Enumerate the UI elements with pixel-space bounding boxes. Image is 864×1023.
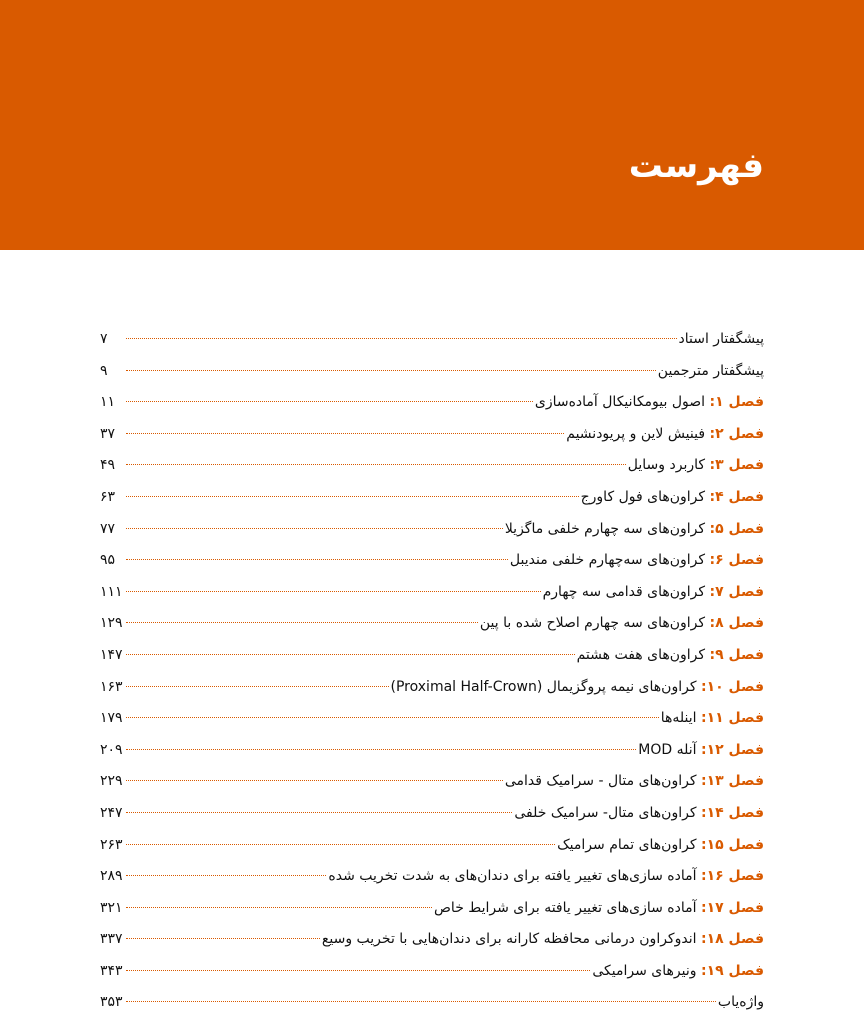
- chapter-title: ونیرهای سرامیکی: [592, 962, 701, 979]
- toc-entry[interactable]: [100, 608, 764, 640]
- chapter-title: کراون‌های تمام سرامیک: [557, 836, 701, 853]
- toc-entry[interactable]: [100, 987, 764, 1019]
- page-number: ۶۳: [100, 488, 116, 505]
- chapter-title: واژه‌یاب: [717, 994, 764, 1011]
- toc-entry-label: [505, 514, 764, 546]
- dot-leader: [126, 749, 636, 750]
- dot-leader: [126, 717, 659, 718]
- chapter-number: فصل ۱۳:: [700, 773, 764, 790]
- toc-entry[interactable]: [100, 419, 764, 451]
- dot-leader: [126, 559, 508, 560]
- page-number: ۱۷۹: [100, 710, 123, 727]
- toc-entry[interactable]: [100, 830, 764, 862]
- toc-entry-label: [391, 672, 764, 704]
- page-number: ۷: [100, 331, 108, 347]
- toc-entry[interactable]: [100, 861, 764, 893]
- chapter-number: فصل ۵:: [709, 520, 764, 537]
- dot-leader: [126, 844, 555, 845]
- toc-entry-label: [328, 861, 764, 893]
- toc-entry[interactable]: [100, 672, 764, 704]
- chapter-title: کراون‌های نیمه پروگزیمال (Proximal Half-Crown): [390, 678, 701, 695]
- chapter-title: اینله‌ها: [660, 710, 701, 727]
- toc-entry[interactable]: [100, 324, 764, 356]
- dot-leader: [126, 622, 478, 623]
- dot-leader: [126, 338, 677, 339]
- page-number: ۲۰۹: [100, 741, 123, 758]
- page-number: ۳۷: [100, 425, 116, 442]
- chapter-title: اصول بیومکانیکال آماده‌سازی: [534, 394, 710, 411]
- dot-leader: [126, 464, 626, 465]
- chapter-title: کراون‌های متال- سرامیک خلفی: [514, 804, 701, 821]
- dot-leader: [126, 938, 320, 939]
- dot-leader: [126, 907, 432, 908]
- toc-entry-label: [322, 924, 764, 956]
- page-number: ۳۴۳: [100, 962, 123, 979]
- toc-entry[interactable]: [100, 514, 764, 546]
- page-number: ۱۶۳: [100, 678, 123, 695]
- dot-leader: [126, 686, 389, 687]
- chapter-title: فینیش لاین و پریودنشیم: [566, 425, 710, 442]
- chapter-title: کاربرد وسایل: [627, 457, 710, 474]
- page-number: ۴۹: [100, 457, 116, 474]
- page-number: ۲۸۹: [100, 868, 123, 885]
- page-number: ۷۷: [100, 520, 116, 537]
- toc-entry-label: [557, 830, 764, 862]
- dot-leader: [126, 401, 533, 402]
- chapter-title: آنله MOD: [638, 741, 701, 758]
- dot-leader: [126, 1001, 716, 1002]
- page-number: ۹۵: [100, 552, 116, 569]
- toc-entry-label: [718, 987, 764, 1019]
- chapter-title: کراون‌های فول کاورج: [580, 488, 710, 505]
- toc-entry-label: [577, 640, 764, 672]
- chapter-number: فصل ۱۶:: [700, 868, 764, 885]
- toc-entry[interactable]: [100, 798, 764, 830]
- chapter-title: کراون‌های سه چهارم اصلاح شده با پین: [479, 615, 710, 632]
- chapter-number: فصل ۱:: [709, 394, 764, 411]
- toc-entry[interactable]: [100, 924, 764, 956]
- toc-entry[interactable]: [100, 956, 764, 988]
- toc-entry[interactable]: [100, 356, 764, 388]
- toc-entry-label: [658, 356, 764, 388]
- header-banner: [0, 0, 864, 250]
- page-number: ۳۵۳: [100, 994, 123, 1011]
- chapter-title: پیشگفتار استاد: [678, 331, 764, 347]
- chapter-title: کراون‌های سه‌چهارم خلفی مندیبل: [509, 552, 710, 569]
- chapter-number: فصل ۴:: [709, 488, 764, 505]
- chapter-number: فصل ۱۹:: [700, 962, 764, 979]
- page-number: ۲۴۷: [100, 804, 123, 821]
- dot-leader: [126, 591, 541, 592]
- dot-leader: [126, 654, 575, 655]
- toc-entry-label: [480, 608, 764, 640]
- chapter-number: فصل ۲:: [709, 425, 764, 442]
- chapter-number: فصل ۸:: [709, 615, 764, 632]
- toc-entry-label: [514, 798, 764, 830]
- chapter-number: فصل ۱۲:: [700, 741, 764, 758]
- toc-entry[interactable]: [100, 545, 764, 577]
- dot-leader: [126, 370, 656, 371]
- chapter-number: فصل ۱۷:: [700, 899, 764, 916]
- dot-leader: [126, 970, 590, 971]
- toc-entry-label: [628, 450, 764, 482]
- chapter-number: فصل ۱۸:: [700, 931, 764, 948]
- toc-entry-label: [679, 324, 764, 356]
- dot-leader: [126, 780, 503, 781]
- chapter-number: فصل ۹:: [709, 646, 764, 663]
- chapter-number: فصل ۳:: [709, 457, 764, 474]
- toc-entry[interactable]: [100, 893, 764, 925]
- page-number: ۱۱۱: [100, 583, 123, 600]
- page-number: ۳۳۷: [100, 931, 123, 948]
- toc-entry-label: [434, 893, 764, 925]
- dot-leader: [126, 875, 326, 876]
- toc-entry[interactable]: [100, 766, 764, 798]
- toc-entry-label: [505, 766, 764, 798]
- toc-entry-label: [566, 419, 764, 451]
- toc-entry[interactable]: [100, 735, 764, 767]
- toc-entry[interactable]: [100, 450, 764, 482]
- chapter-number: فصل ۱۱:: [700, 710, 764, 727]
- page-number: ۲۶۳: [100, 836, 123, 853]
- toc-entry-label: [510, 545, 764, 577]
- toc-entry-label: [592, 956, 764, 988]
- chapter-title: کراون‌های قدامی سه چهارم: [542, 583, 710, 600]
- page-title: فهرست: [628, 146, 764, 186]
- page-number: ۲۲۹: [100, 773, 123, 790]
- chapter-title: آماده سازی‌های تغییر یافته برای شرایط خاص: [434, 899, 701, 916]
- dot-leader: [126, 496, 579, 497]
- chapter-number: فصل ۱۴:: [700, 804, 764, 821]
- toc-entry-label: [543, 577, 764, 609]
- toc-entry[interactable]: [100, 703, 764, 735]
- toc-entry-label: [581, 482, 764, 514]
- table-of-contents: [100, 324, 764, 1019]
- toc-entry-label: [638, 735, 764, 767]
- chapter-title: کراون‌های هفت هشتم: [576, 646, 710, 663]
- toc-entry[interactable]: [100, 640, 764, 672]
- chapter-title: کراون‌های سه چهارم خلفی ماگزیلا: [504, 520, 710, 537]
- toc-entry-label: [661, 703, 764, 735]
- toc-entry[interactable]: [100, 387, 764, 419]
- chapter-number: فصل ۱۰:: [700, 678, 764, 695]
- page-number: ۱۱: [100, 394, 116, 411]
- dot-leader: [126, 433, 564, 434]
- chapter-title: پیشگفتار مترجمین: [657, 362, 764, 379]
- chapter-title: آماده سازی‌های تغییر یافته برای دندان‌های به شدت تخریب شده: [328, 868, 701, 885]
- toc-entry-label: [535, 387, 764, 419]
- chapter-title: اندوکراون درمانی محافظه کارانه برای دندان‌هایی با تخریب وسیع: [321, 931, 701, 948]
- page-number: ۱۴۷: [100, 646, 123, 663]
- chapter-number: فصل ۶:: [709, 552, 764, 569]
- page-number: ۱۲۹: [100, 615, 123, 632]
- chapter-number: فصل ۷:: [709, 583, 764, 600]
- page-number: ۹: [100, 362, 108, 379]
- page-number: ۳۲۱: [100, 899, 123, 916]
- toc-entry[interactable]: [100, 482, 764, 514]
- toc-entry[interactable]: [100, 577, 764, 609]
- chapter-number: فصل ۱۵:: [700, 836, 764, 853]
- dot-leader: [126, 528, 503, 529]
- dot-leader: [126, 812, 512, 813]
- chapter-title: کراون‌های متال - سرامیک قدامی: [504, 773, 701, 790]
